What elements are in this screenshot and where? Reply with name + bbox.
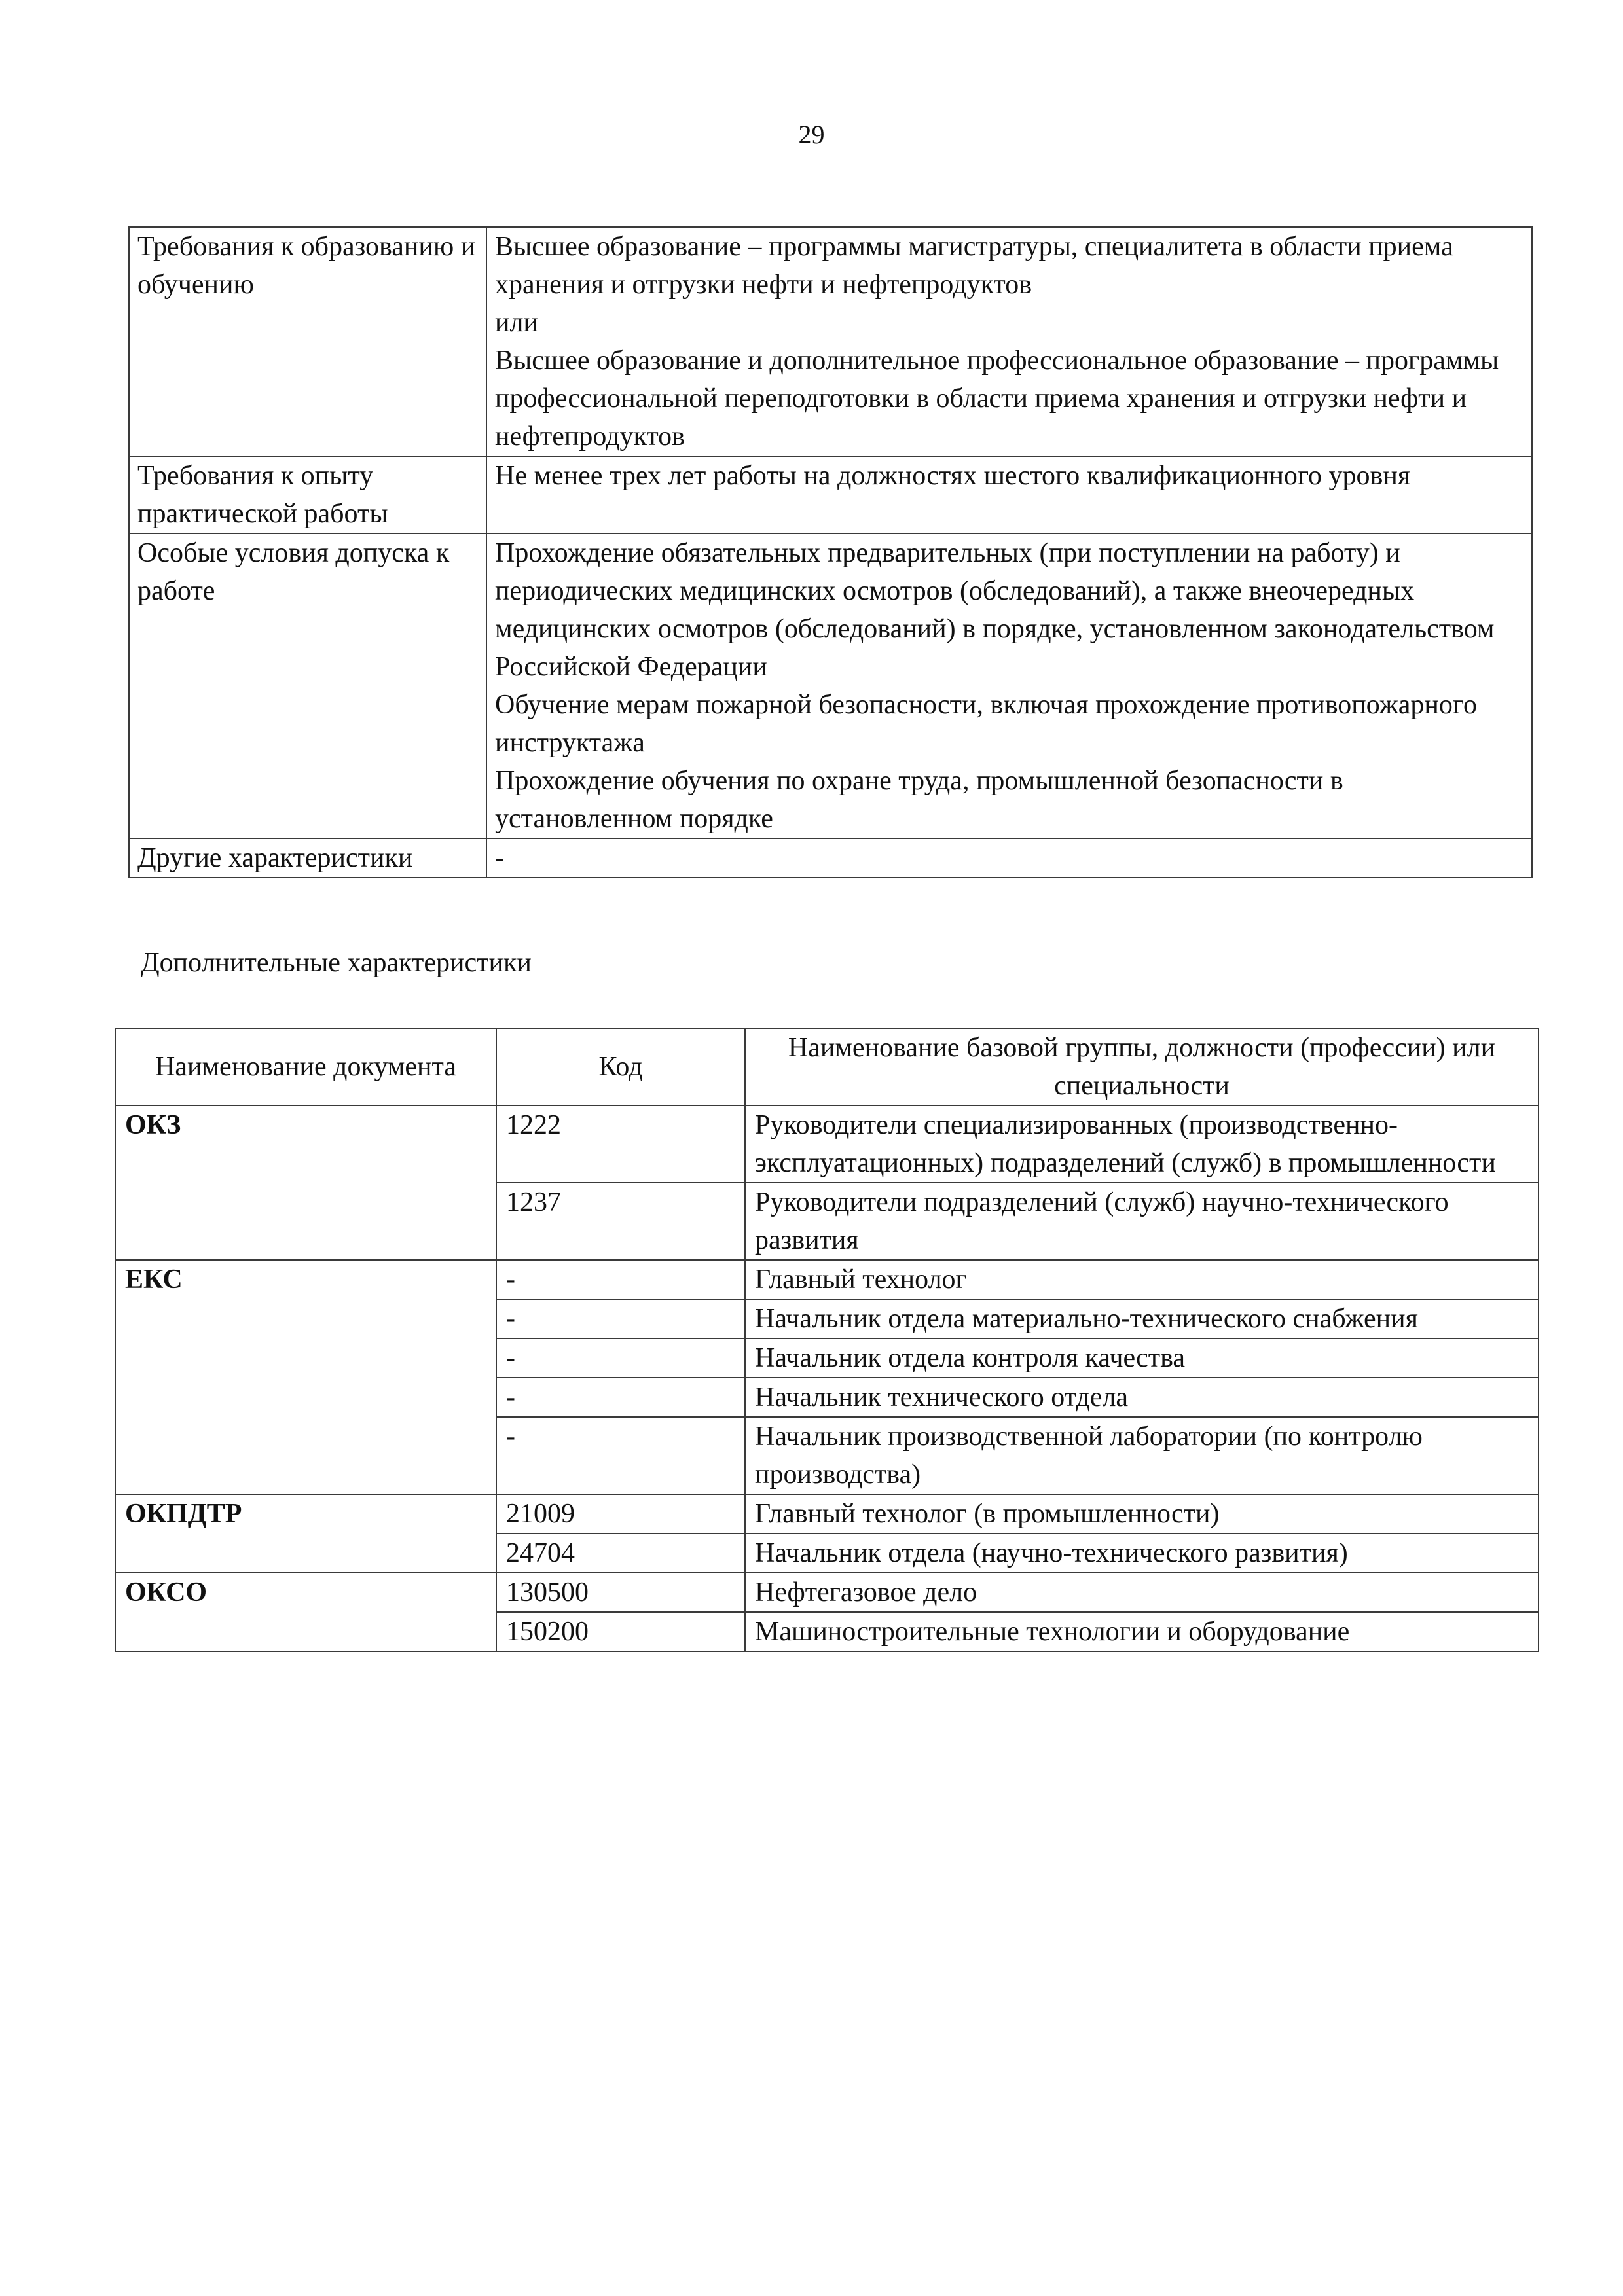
requirement-label: Другие характеристики [129,838,486,878]
group-name-cell: Машиностроительные технологии и оборудование [745,1612,1539,1651]
table-row [115,1105,1539,1183]
code-cell: - [496,1378,745,1417]
group-name-cell: Начальник отдела (научно-технического развития) [745,1534,1539,1573]
group-name-cell: Начальник отдела материально-технического снабжения [745,1299,1539,1338]
requirement-value [486,533,1532,838]
requirement-label: Требования к опыту практической работы [129,456,486,533]
requirement-value [486,838,1532,878]
header-document-name: Наименование документа [115,1028,496,1105]
group-name-cell: Главный технолог (в промышленности) [745,1494,1539,1534]
table-header-row [115,1028,1539,1105]
page-number: 29 [798,120,825,149]
header-group-name: Наименование базовой группы, должности (профессии) или специальности [745,1028,1539,1105]
group-name-cell: Руководители подразделений (служб) научно-технического развития [745,1183,1539,1260]
requirement-paragraph: - [495,843,504,873]
table-row [115,1573,1539,1612]
code-cell: 24704 [496,1534,745,1573]
document-name: ОКЗ [115,1105,496,1260]
requirements-table [128,226,1533,878]
requirement-row [129,838,1532,878]
code-cell: - [496,1260,745,1299]
requirement-paragraph: Прохождение обучения по охране труда, промышленной безопасности в установленном порядке [495,766,1343,834]
requirement-row [129,227,1532,456]
code-cell: 150200 [496,1612,745,1651]
requirement-paragraph: Высшее образование – программы магистратуры, специалитета в области приема хранения и отгрузки нефти и нефтепродуктов [495,232,1453,300]
requirement-paragraph: или [495,308,538,338]
group-name-cell: Нефтегазовое дело [745,1573,1539,1612]
requirement-paragraph: Не менее трех лет работы на должностях шестого квалификационного уровня [495,461,1411,491]
group-name-cell: Начальник отдела контроля качества [745,1338,1539,1378]
code-cell: - [496,1338,745,1378]
code-cell: 1222 [496,1105,745,1183]
code-cell: 1237 [496,1183,745,1260]
code-cell: - [496,1299,745,1338]
group-name-cell: Главный технолог [745,1260,1539,1299]
group-name-cell: Начальник технического отдела [745,1378,1539,1417]
requirement-paragraph: Прохождение обязательных предварительных (при поступлении на работу) и периодических медицинских осмотров (обследований), а также внеочередных медицинских осмотров (обследований) в порядке, установленном законодательством Российской Федерации [495,538,1495,682]
requirement-paragraph: Высшее образование и дополнительное профессиональное образование – программы профессиональной переподготовки в области приема хранения и отгрузки нефти и нефтепродуктов [495,346,1499,452]
table-row [115,1260,1539,1299]
code-cell: - [496,1417,745,1494]
requirement-value [486,456,1532,533]
requirement-label: Особые условия допуска к работе [129,533,486,838]
section-heading: Дополнительные характеристики [141,948,532,978]
group-name-cell: Начальник производственной лаборатории (по контролю производства) [745,1417,1539,1494]
document-name: ОКСО [115,1573,496,1651]
code-cell: 21009 [496,1494,745,1534]
group-name-cell: Руководители специализированных (производственно-эксплуатационных) подразделений (служб) в промышленности [745,1105,1539,1183]
requirement-row [129,533,1532,838]
requirement-paragraph: Обучение мерам пожарной безопасности, включая прохождение противопожарного инструктажа [495,690,1478,758]
document-name: ЕКС [115,1260,496,1494]
table-row [115,1494,1539,1534]
code-cell: 130500 [496,1573,745,1612]
requirement-value [486,227,1532,456]
requirement-row [129,456,1532,533]
requirement-label: Требования к образованию и обучению [129,227,486,456]
additional-characteristics-table [115,1028,1539,1652]
header-code: Код [496,1028,745,1105]
document-name: ОКПДТР [115,1494,496,1573]
